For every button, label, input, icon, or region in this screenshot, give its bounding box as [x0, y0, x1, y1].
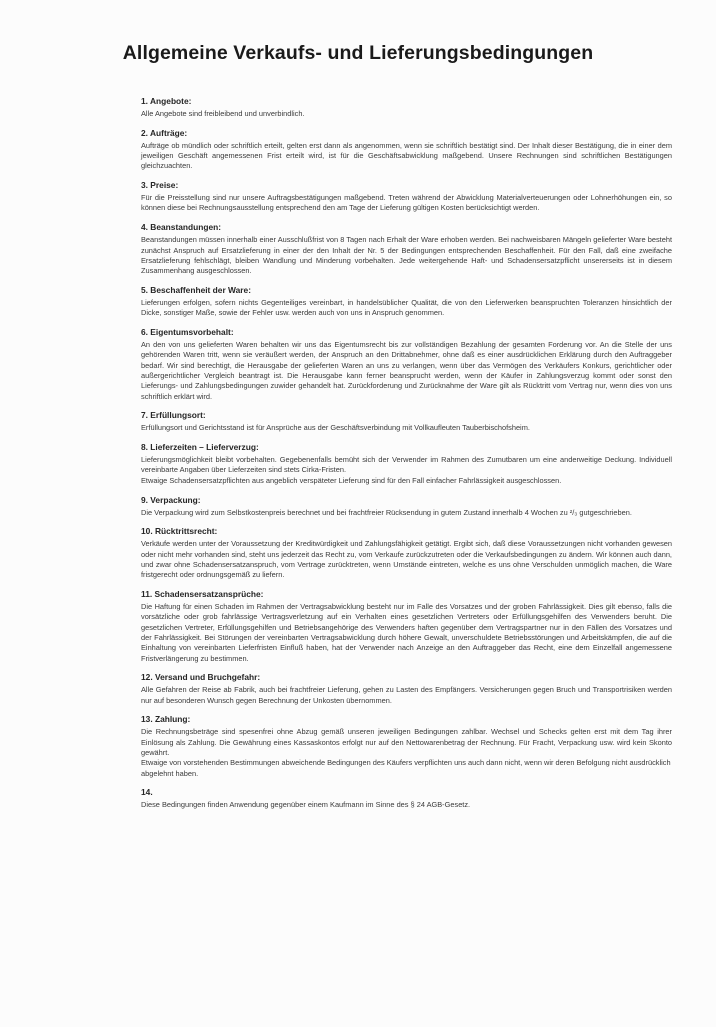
section-heading: 14.	[141, 787, 153, 798]
terms-section	[141, 327, 672, 402]
section-paragraph: Diese Bedingungen finden Anwendung gegenüber einem Kaufmann im Sinne des § 24 AGB-Gesetz.	[141, 800, 471, 810]
terms-section	[141, 96, 672, 119]
section-body	[141, 193, 672, 214]
section-heading: 4. Beanstandungen:	[141, 222, 222, 233]
terms-section	[141, 180, 672, 214]
terms-section	[141, 410, 672, 433]
section-heading: 12. Versand und Bruchgefahr:	[141, 672, 261, 683]
document-title: Allgemeine Verkaufs- und Lieferungsbedingungen	[122, 42, 594, 64]
section-heading: 11. Schadensersatzansprüche:	[141, 589, 264, 600]
section-heading: 9. Verpackung:	[141, 494, 201, 505]
section-body	[141, 455, 672, 486]
section-paragraph: Verkäufe werden unter der Voraussetzung der Kreditwürdigkeit und Zahlungsfähigkeit getätigt. Ergibt sich, daß diese Voraussetzungen nicht vorhanden gewesen oder nicht mehr vorhanden sind, steht uns jederzeit das Recht zu, vom Verkaufe zurückzutreten oder die Verkaufsbedingungen zu ändern. Wir können auch dann, und zwar ohne Schadensersatzanspruch, vom Vertrage zurücktreten, wenn Umstände eintreten, welche es uns ohne Verschulden unmöglich machen, die Ware fristgerecht oder ordnungsgemäß zu liefern.	[141, 539, 672, 580]
section-body	[141, 508, 672, 518]
terms-section	[141, 222, 672, 276]
section-body	[141, 298, 672, 319]
section-paragraph: Lieferungen erfolgen, sofern nichts Gegenteiliges vereinbart, in handelsüblicher Qualität, die von den Lieferwerken beanspruchten Toleranzen hinsichtlich der Dicke, sonstiger Maße, sowie der Fehler usw. werden auch von uns in Anspruch genommen.	[141, 297, 672, 318]
section-paragraph: Etwaige von vorstehenden Bestimmungen abweichende Bedingungen des Käufers verpflichten uns auch dann nicht, wenn wir deren Befolgung nicht ausdrücklich abgelehnt haben.	[141, 758, 671, 778]
section-body	[141, 423, 672, 433]
section-body	[141, 602, 672, 664]
terms-section	[141, 285, 672, 319]
section-body	[141, 800, 672, 810]
section-paragraph: Beanstandungen müssen innerhalb einer Ausschlußfrist von 8 Tagen nach Erhalt der Ware erhoben werden. Bei nachweisbaren Mängeln gelieferter Ware besteht zunächst Anspruch auf Ersatzlieferung in einer der den Inhalt der Nr. 5 der Bedingungen entsprechenden Beschaffenheit. Für den Fall, daß eine zweifache Ersatzlieferung fehlschlägt, bleiben Wandlung und Minderung vorbehalten. Jede weitergehende Haft- und Schadensersatzpflicht unsererseits ist in diesem Zusammenhang ausgeschlossen.	[141, 235, 672, 276]
section-heading: 3. Preise:	[141, 180, 179, 191]
section-body	[141, 539, 672, 580]
section-heading: 10. Rücktrittsrecht:	[141, 526, 218, 537]
section-body	[141, 727, 672, 778]
section-paragraph: Die Rechnungsbeträge sind spesenfrei ohne Abzug gemäß unseren jeweiligen Bedingungen zahlbar. Wechsel und Schecks gelten erst mit dem Tag ihrer Einlösung als Zahlung. Die Gewährung eines Kassaskontos erfolgt nur auf den Nettowarenbetrag der Rechnung. Für Fracht, Verpackung usw. wird kein Skonto gewährt.	[141, 727, 672, 757]
section-body	[141, 235, 672, 276]
section-heading: 5. Beschaffenheit der Ware:	[141, 284, 251, 295]
section-heading: 1. Angebote:	[141, 96, 192, 106]
terms-section	[141, 672, 672, 706]
section-heading: 6. Eigentumsvorbehalt:	[141, 327, 234, 338]
section-paragraph: Etwaige Schadensersatzpflichten aus angeblich verspäteter Lieferung sind für den Fall einfacher Fahrlässigkeit ausgeschlossen.	[141, 475, 562, 485]
section-paragraph: Alle Gefahren der Reise ab Fabrik, auch bei frachtfreier Lieferung, gehen zu Lasten des Empfängers. Versicherungen gegen Bruch und Transportrisiken werden nur auf besonderen Wunsch gegen Berechnung der Unkosten übernommen.	[141, 685, 672, 705]
section-heading: 7. Erfüllungsort:	[141, 410, 206, 421]
section-paragraph: Erfüllungsort und Gerichtsstand ist für Ansprüche aus der Geschäftsverbindung mit Vollkaufleuten Tauberbischofsheim.	[141, 423, 530, 433]
section-heading: 8. Lieferzeiten – Lieferverzug:	[141, 442, 259, 453]
section-paragraph: An den von uns gelieferten Waren behalten wir uns das Eigentumsrecht bis zur vollständigen Bezahlung der gesamten Forderung vor. An die Stelle der uns gehörenden Waren tritt, wenn sie veräußert werden, der Anspruch an den Drittabnehmer, ohne daß es einer ausdrücklichen Erklärung durch den Auftraggeber bedarf. Wir sind berechtigt, die Herausgabe der gelieferten Waren an uns zu verlangen, wenn über das Vermögen des Verkäufers Konkurs, gerichtlicher oder außergerichtlicher Vergleich beantragt ist. Die Herausgabe kann ferner beansprucht werden, wenn der Käufer in Zahlungsverzug kommt oder sonst den Lieferungs- und Zahlungsbedingungen zuwider gehandelt hat. Zurückforderung und Zurücknahme der Ware gilt als Rücktritt vom Vertrag nur, wenn dies von uns schriftlich erklärt wird.	[141, 340, 672, 401]
section-heading: 13. Zahlung:	[141, 714, 191, 725]
section-body	[141, 141, 672, 172]
terms-section	[141, 787, 672, 810]
section-paragraph: Alle Angebote sind freibleibend und unverbindlich.	[141, 109, 305, 118]
section-paragraph: Aufträge ob mündlich oder schriftlich erteilt, gelten erst dann als angenommen, wenn sie schriftlich bestätigt sind. Der Inhalt dieser Bestätigung, die in einer dem jeweiligen Geschäft angemessenen Frist erteilt wird, ist für die Geschäftsabwicklung maßgebend. Unsere Rechnungen sind schriftlichen Bestätigungen gleichzuachten.	[141, 140, 672, 171]
section-paragraph: Lieferungsmöglichkeit bleibt vorbehalten. Gegebenenfalls bemüht sich der Verwender im Rahmen des Zumutbaren um eine anderweitige Deckung. Individuell vereinbarte Angaben über Lieferzeiten sind stets Cirka-Fristen.	[141, 455, 672, 475]
terms-section	[141, 526, 672, 580]
section-body	[141, 109, 672, 119]
section-body	[141, 685, 672, 706]
section-body	[141, 340, 672, 402]
section-paragraph: Für die Preisstellung sind nur unsere Auftragsbestätigungen maßgebend. Treten während der Abwicklung Materialverteuerungen oder Lohnerhöhungen ein, so können diese bei Rechnungsausstellung entsprechend den am Tage der Lieferung gültigen Kosten berücksichtigt werden.	[141, 193, 672, 213]
terms-section	[141, 128, 672, 172]
document-body	[141, 96, 672, 819]
section-heading: 2. Aufträge:	[141, 127, 188, 138]
section-paragraph: Die Verpackung wird zum Selbstkostenpreis berechnet und bei frachtfreier Rücksendung in gutem Zustand innerhalb 4 Wochen zu ²/₃ gutgeschrieben.	[141, 507, 632, 517]
terms-section	[141, 589, 672, 664]
terms-section	[141, 714, 672, 778]
terms-section	[141, 495, 672, 518]
section-paragraph: Die Haftung für einen Schaden im Rahmen der Vertragsabwicklung besteht nur im Falle des Vorsatzes und der groben Fahrlässigkeit. Dies gilt ebenso, falls die vorsätzliche oder grob fahrlässige Vertragsverletzung auf ein Verhalten eines gesetzlichen Vertreters oder Erfüllungsgehilfen des Verwenders beruht. Die gesetzlichen Vertreter, Erfüllungsgehilfen und Betriebsangehörige des Verwenders haften gegenüber dem Vertragspartner nur in den Fällen des Vorsatzes und der Fahrlässigkeit. Bei Störungen der vereinbarten Vertragsabwicklung durch höhere Gewalt, unverschuldete Betriebsstörungen und Arbeitskämpfen, die auf die Einhaltung von vereinbarten Lieferfristen Einfluß haben, hat der Verwender nach Anzeige an den Auftraggeber das Recht, eine dem Einzelfall angemessene Fristverlängerung zu bestimmen.	[141, 602, 672, 663]
terms-section	[141, 442, 672, 486]
